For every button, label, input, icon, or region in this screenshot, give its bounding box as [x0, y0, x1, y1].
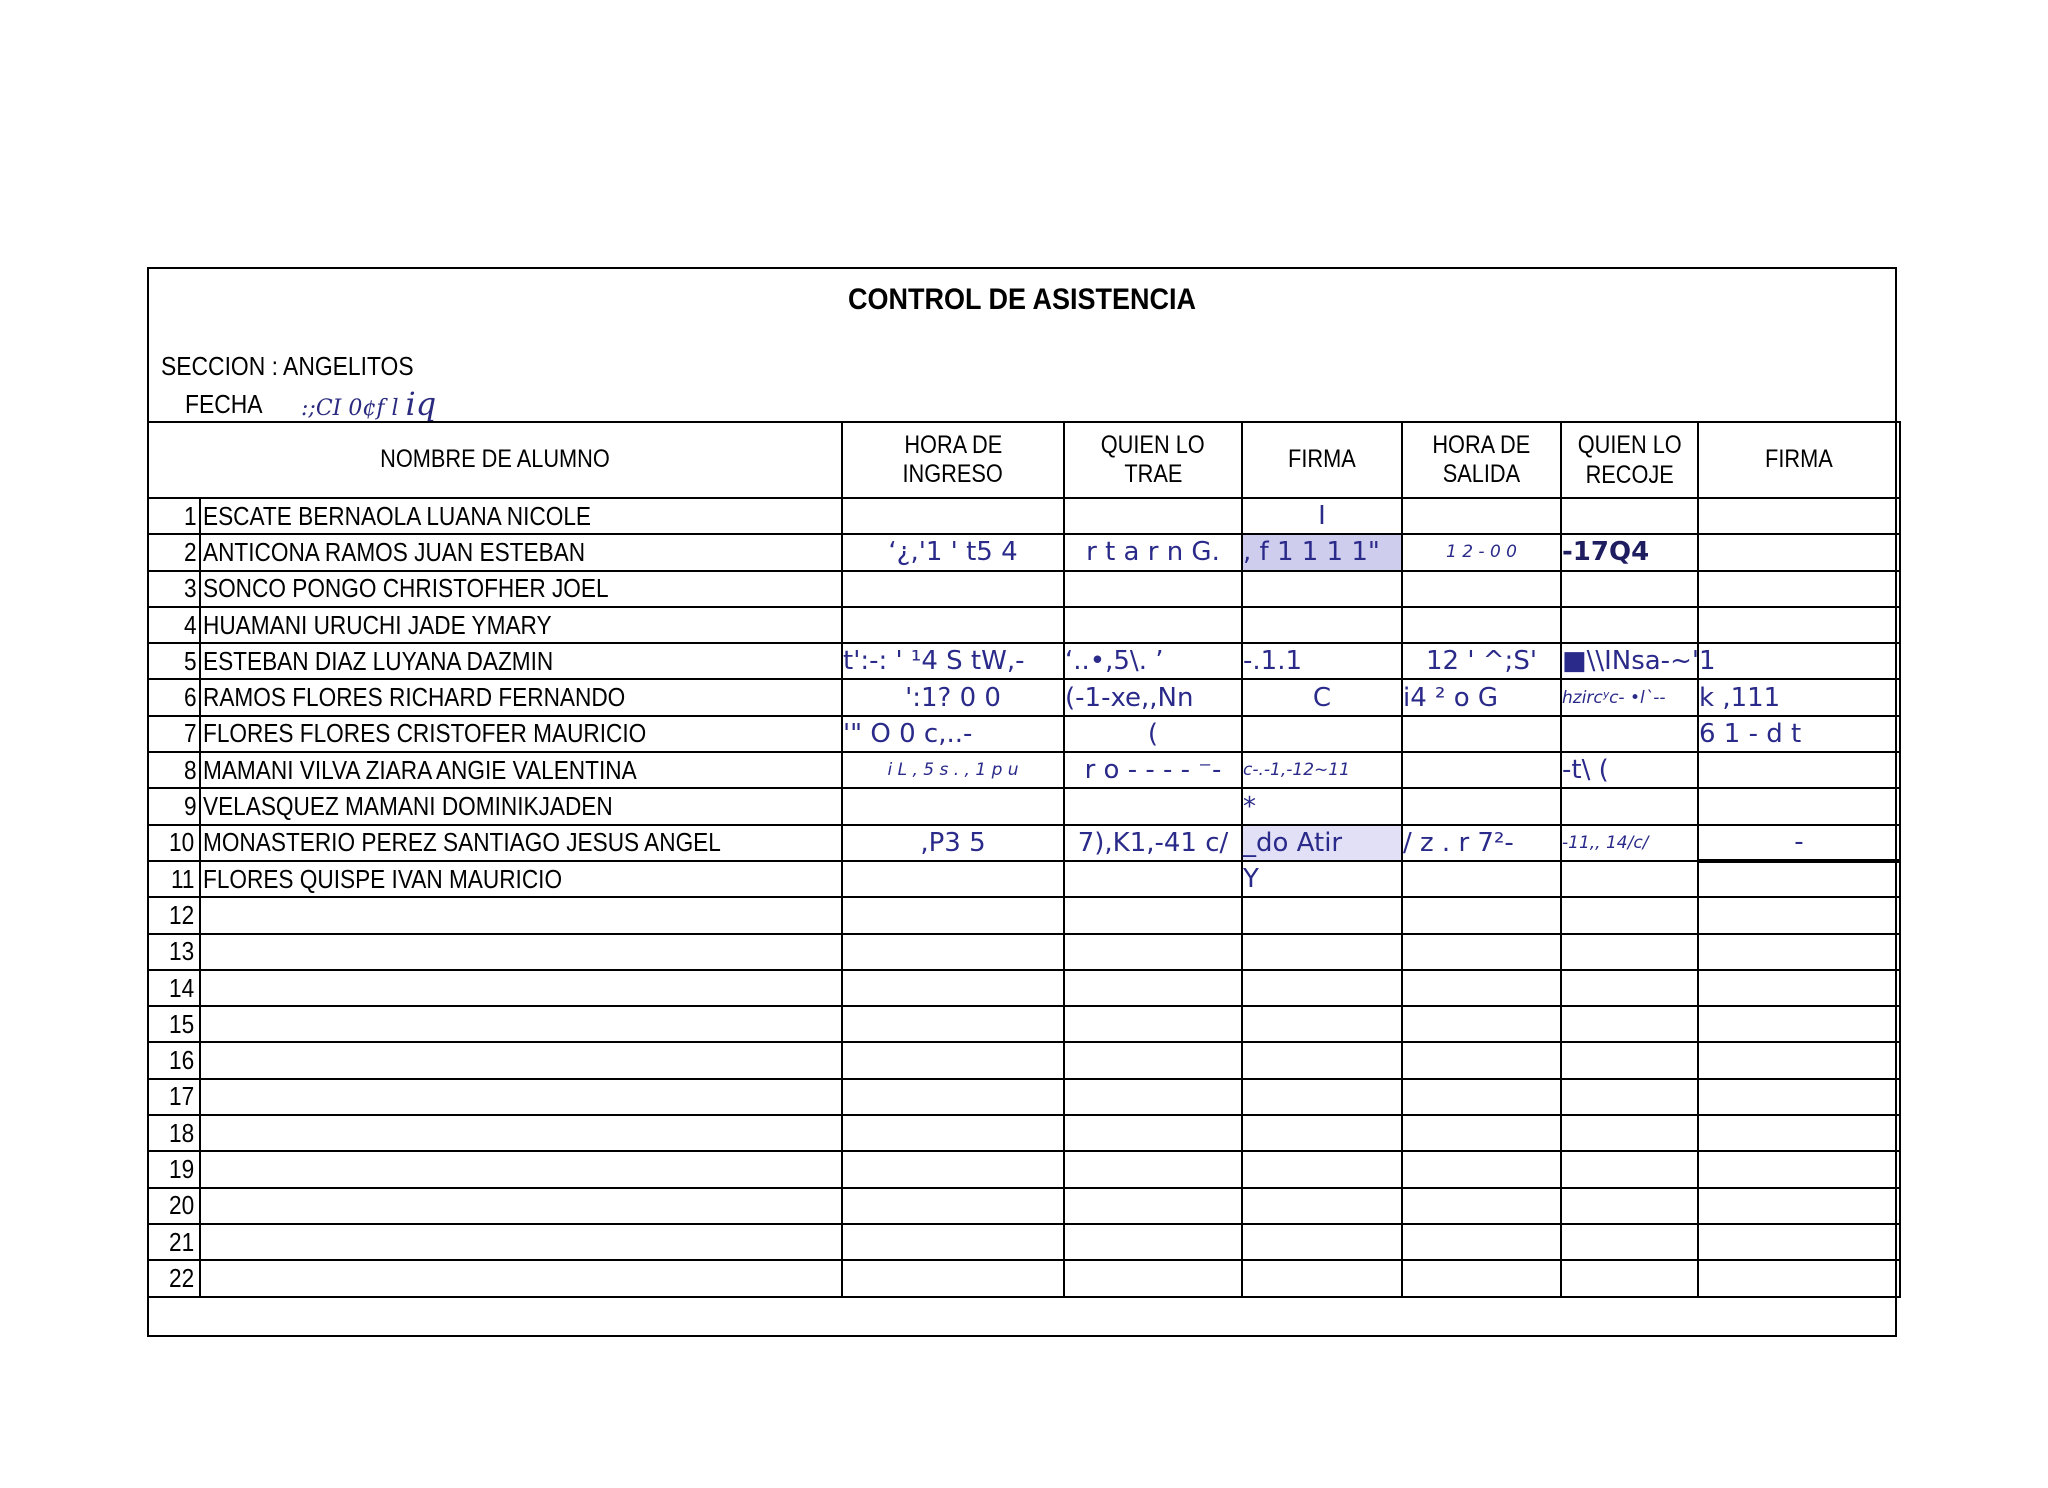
hora-salida-cell: [1402, 1151, 1561, 1187]
col-header-hora-salida: HORA DE SALIDA: [1402, 422, 1561, 498]
student-name: [200, 1224, 842, 1260]
row-number: [148, 716, 200, 752]
row-number-text: 10: [169, 827, 195, 858]
row-number-text: 7: [183, 718, 197, 749]
firma-ingreso-cell: [1242, 1079, 1402, 1115]
hora-salida-cell: [1402, 1115, 1561, 1151]
quien-recoje-cell: [1561, 643, 1716, 679]
student-name: [200, 1188, 842, 1224]
attendance-table-body: [148, 422, 1900, 1297]
firma-ingreso-cell-text: C: [1312, 682, 1332, 713]
row-number: [148, 498, 200, 534]
col-header-hora-ingreso: HORA DE INGRESO: [842, 422, 1064, 498]
row-number: [148, 679, 200, 715]
student-name-text: RAMOS FLORES RICHARD FERNANDO: [203, 682, 626, 713]
quien-recoje-cell-text: -17Q4: [1562, 537, 1650, 568]
hora-salida-cell: [1402, 1006, 1561, 1042]
student-name: [200, 1006, 842, 1042]
quien-trae-cell: [1064, 897, 1242, 933]
quien-trae-cell-text: ‘..•,5\. ’: [1065, 646, 1164, 677]
row-number: [148, 1006, 200, 1042]
firma-salida-cell: [1698, 1151, 1900, 1187]
hora-salida-cell: [1402, 498, 1561, 534]
student-name-text: VELASQUEZ MAMANI DOMINIKJADEN: [203, 791, 613, 822]
hora-ingreso-cell: [842, 679, 1064, 715]
quien-trae-cell: [1064, 1224, 1242, 1260]
hora-ingreso-cell: [842, 825, 1064, 861]
hora-ingreso-cell: [842, 1115, 1064, 1151]
quien-recoje-cell: [1561, 679, 1698, 715]
hora-salida-cell: [1402, 1260, 1561, 1296]
quien-recoje-cell-text: hzircʸc- •l`--: [1562, 687, 1666, 708]
row-number-text: 19: [169, 1153, 195, 1184]
hora-ingreso-cell: [842, 1042, 1064, 1078]
firma-ingreso-cell: [1242, 607, 1402, 643]
quien-trae-cell: [1064, 788, 1242, 824]
hora-salida-cell: [1402, 643, 1561, 679]
firma-salida-cell: [1698, 752, 1900, 788]
hora-ingreso-cell: [842, 716, 1064, 752]
firma-salida-cell-text: -: [1794, 827, 1804, 858]
row-number-text: 14: [169, 972, 195, 1003]
firma-salida-cell: [1698, 643, 1900, 679]
firma-salida-cell: [1698, 788, 1900, 824]
col-header-quien-recoje: QUIEN LO RECOJE: [1561, 422, 1698, 498]
hora-salida-cell: [1402, 571, 1561, 607]
quien-recoje-cell: [1561, 752, 1698, 788]
hora-ingreso-cell: [842, 1151, 1064, 1187]
table-row: [148, 534, 1900, 570]
firma-ingreso-cell: [1242, 1042, 1402, 1078]
row-number: [148, 897, 200, 933]
row-number-text: 11: [171, 863, 195, 894]
firma-ingreso-cell: [1242, 534, 1402, 570]
student-name: [200, 897, 842, 933]
hora-ingreso-cell-text: '" O 0 c,..-: [843, 718, 973, 749]
row-number: [148, 861, 200, 897]
table-row: [148, 1151, 1900, 1187]
row-number-text: 8: [183, 754, 197, 785]
firma-salida-cell: [1698, 861, 1900, 897]
hora-ingreso-cell: [842, 1188, 1064, 1224]
row-number-text: 1: [183, 500, 197, 531]
row-number: [148, 1260, 200, 1296]
table-row: [148, 1224, 1900, 1260]
firma-ingreso-cell-text: , f 1 1 1 1": [1243, 537, 1380, 568]
date-hand-small: :;CI 0¢f l: [301, 396, 399, 421]
quien-trae-cell: [1064, 861, 1242, 897]
row-number-text: 3: [183, 573, 197, 604]
student-name-text: HUAMANI URUCHI JADE YMARY: [203, 609, 552, 640]
firma-salida-cell-text: k ,111: [1699, 682, 1781, 713]
quien-recoje-cell: [1561, 498, 1698, 534]
firma-salida-cell: [1698, 897, 1900, 933]
hora-ingreso-cell-text: ':1? 0 0: [905, 682, 1001, 713]
firma-ingreso-cell: [1242, 498, 1402, 534]
firma-ingreso-cell: [1242, 752, 1402, 788]
firma-salida-cell: [1698, 716, 1900, 752]
quien-trae-cell-text: r o - - - - ⁻-: [1084, 755, 1222, 786]
quien-recoje-cell: [1561, 1260, 1698, 1296]
row-number: [148, 1079, 200, 1115]
row-number: [148, 571, 200, 607]
quien-recoje-cell: [1561, 861, 1698, 897]
hora-ingreso-cell: [842, 752, 1064, 788]
firma-salida-cell: [1698, 571, 1900, 607]
firma-ingreso-cell-text: -.1.1: [1243, 646, 1302, 677]
hora-ingreso-cell-text: t':-: ' ¹4 S tW,-: [843, 646, 1025, 677]
student-name: [200, 934, 842, 970]
table-row: [148, 825, 1900, 861]
hora-ingreso-cell: [842, 934, 1064, 970]
student-name: [200, 1079, 842, 1115]
quien-trae-cell: [1064, 607, 1242, 643]
student-name-text: MAMANI VILVA ZIARA ANGIE VALENTINA: [203, 754, 637, 785]
quien-trae-cell: [1064, 1260, 1242, 1296]
hora-salida-cell: [1402, 1224, 1561, 1260]
quien-recoje-cell: [1561, 1079, 1698, 1115]
quien-trae-cell: [1064, 934, 1242, 970]
student-name: [200, 716, 842, 752]
firma-salida-cell: [1698, 970, 1900, 1006]
row-number-text: 5: [183, 645, 197, 676]
firma-salida-cell: [1698, 1188, 1900, 1224]
quien-trae-cell-text: (: [1147, 718, 1159, 749]
table-row: [148, 607, 1900, 643]
hora-ingreso-cell: [842, 498, 1064, 534]
quien-recoje-cell: [1561, 897, 1698, 933]
quien-recoje-cell: [1561, 825, 1698, 861]
quien-trae-cell: [1064, 1188, 1242, 1224]
hora-ingreso-cell: [842, 1224, 1064, 1260]
student-name: [200, 1260, 842, 1296]
firma-salida-cell: [1698, 1224, 1900, 1260]
quien-trae-cell: [1064, 1115, 1242, 1151]
quien-trae-cell: [1064, 825, 1242, 861]
row-number: [148, 1151, 200, 1187]
quien-trae-cell: [1064, 716, 1242, 752]
firma-salida-cell: [1698, 1260, 1900, 1296]
student-name: [200, 1115, 842, 1151]
hora-salida-cell: [1402, 716, 1561, 752]
firma-ingreso-cell: [1242, 571, 1402, 607]
firma-ingreso-cell: [1242, 1115, 1402, 1151]
hora-ingreso-cell-text: ,P3 5: [920, 827, 986, 858]
firma-salida-cell-text: 6 1 - d t: [1699, 718, 1802, 749]
firma-ingreso-cell: [1242, 897, 1402, 933]
student-name: [200, 571, 842, 607]
row-number: [148, 1115, 200, 1151]
student-name-text: FLORES QUISPE IVAN MAURICIO: [203, 863, 563, 894]
firma-salida-cell: [1698, 534, 1900, 570]
table-row: [148, 1188, 1900, 1224]
student-name: [200, 970, 842, 1006]
quien-trae-cell: [1064, 1042, 1242, 1078]
hora-salida-cell: [1402, 1079, 1561, 1115]
row-number: [148, 970, 200, 1006]
firma-ingreso-cell: [1242, 825, 1402, 861]
student-name: [200, 498, 842, 534]
row-number: [148, 1224, 200, 1260]
table-row: [148, 934, 1900, 970]
hora-ingreso-cell: [842, 643, 1064, 679]
row-number: [148, 607, 200, 643]
firma-ingreso-cell: [1242, 679, 1402, 715]
quien-trae-cell: [1064, 1151, 1242, 1187]
col-header-quien-trae: QUIEN LO TRAE: [1064, 422, 1242, 498]
quien-trae-cell: [1064, 1079, 1242, 1115]
row-number-text: 12: [169, 899, 195, 930]
student-name: [200, 607, 842, 643]
table-row: [148, 1115, 1900, 1151]
row-number-text: 18: [169, 1117, 195, 1148]
student-name-text: ESCATE BERNAOLA LUANA NICOLE: [203, 500, 592, 531]
table-row: [148, 1042, 1900, 1078]
firma-ingreso-cell: [1242, 1006, 1402, 1042]
firma-ingreso-cell: [1242, 716, 1402, 752]
firma-salida-cell: [1698, 1042, 1900, 1078]
row-number-text: 4: [183, 609, 197, 640]
quien-trae-cell: [1064, 1006, 1242, 1042]
quien-recoje-cell: [1561, 934, 1698, 970]
table-row: [148, 1006, 1900, 1042]
quien-recoje-cell: [1561, 970, 1698, 1006]
firma-salida-cell: [1698, 498, 1900, 534]
row-number: [148, 825, 200, 861]
hora-ingreso-cell-text: i L , 5 s . , 1 p u: [887, 760, 1019, 781]
hora-salida-cell: [1402, 788, 1561, 824]
row-number-text: 16: [169, 1045, 195, 1076]
hora-salida-cell-text: i4 ² o G: [1403, 682, 1499, 713]
hora-ingreso-cell: [842, 1079, 1064, 1115]
firma-ingreso-cell: [1242, 934, 1402, 970]
quien-trae-cell: [1064, 534, 1242, 570]
row-number: [148, 534, 200, 570]
table-row: [148, 1079, 1900, 1115]
quien-recoje-cell: [1561, 534, 1698, 570]
quien-recoje-cell-text: -11,, 14/c/: [1562, 832, 1649, 853]
hora-ingreso-cell: [842, 607, 1064, 643]
document-title: CONTROL DE ASISTENCIA: [847, 283, 1197, 316]
firma-ingreso-cell: [1242, 970, 1402, 1006]
quien-trae-cell: [1064, 970, 1242, 1006]
hora-ingreso-cell: [842, 1006, 1064, 1042]
quien-recoje-cell: [1561, 607, 1698, 643]
student-name-text: ANTICONA RAMOS JUAN ESTEBAN: [203, 536, 586, 567]
quien-recoje-cell-text: ■\\INsa-~'1: [1562, 646, 1716, 677]
hora-ingreso-cell: [842, 788, 1064, 824]
hora-salida-cell: [1402, 1042, 1561, 1078]
row-number: [148, 788, 200, 824]
row-number-text: 17: [169, 1081, 195, 1112]
firma-ingreso-cell: [1242, 861, 1402, 897]
hora-ingreso-cell: [842, 861, 1064, 897]
firma-ingreso-cell-text: c-.-1,-12~11: [1243, 760, 1350, 781]
quien-trae-cell-text: 7),K1,-41 c/: [1077, 827, 1229, 858]
hora-salida-cell-text: 12 ' ^;S': [1426, 646, 1537, 677]
firma-ingreso-cell: [1242, 643, 1402, 679]
attendance-sheet: [147, 267, 1897, 1337]
student-name-text: SONCO PONGO CHRISTOFHER JOEL: [203, 573, 609, 604]
student-name: [200, 1151, 842, 1187]
table-row: [148, 498, 1900, 534]
hora-salida-cell: [1402, 825, 1561, 861]
quien-trae-cell: [1064, 643, 1242, 679]
table-row: [148, 716, 1900, 752]
row-number-text: 6: [183, 682, 197, 713]
row-number-text: 15: [169, 1008, 195, 1039]
table-row: [148, 571, 1900, 607]
firma-salida-cell: [1698, 607, 1900, 643]
row-number-text: 2: [183, 536, 197, 567]
hora-salida-cell: [1402, 897, 1561, 933]
firma-ingreso-cell-text: _do Atir: [1243, 827, 1343, 858]
firma-salida-cell: [1698, 679, 1900, 715]
hora-salida-cell-text: 1 2 - 0 0: [1445, 542, 1517, 563]
firma-ingreso-cell-text: Y: [1243, 864, 1259, 895]
table-row: [148, 897, 1900, 933]
student-name-text: ESTEBAN DIAZ LUYANA DAZMIN: [203, 645, 554, 676]
table-row: [148, 861, 1900, 897]
hora-salida-cell-text: / z . r 7²-: [1403, 827, 1514, 858]
row-number-text: 21: [169, 1226, 195, 1257]
quien-recoje-cell: [1561, 571, 1698, 607]
student-name: [200, 788, 842, 824]
row-number: [148, 1042, 200, 1078]
firma-salida-cell: [1698, 1079, 1900, 1115]
student-name: [200, 825, 842, 861]
quien-recoje-cell: [1561, 788, 1698, 824]
quien-recoje-cell: [1561, 1224, 1698, 1260]
hora-salida-cell: [1402, 752, 1561, 788]
firma-ingreso-cell-text: *: [1243, 791, 1256, 822]
date-label: FECHA: [185, 389, 263, 419]
hora-ingreso-cell-text: ‘¿,'1 ' t5 4: [888, 537, 1018, 568]
attendance-table: [147, 421, 1901, 1298]
hora-salida-cell: [1402, 679, 1561, 715]
row-number: [148, 1188, 200, 1224]
table-row: [148, 643, 1900, 679]
row-number-text: 9: [183, 791, 197, 822]
firma-salida-cell: [1698, 825, 1900, 861]
quien-recoje-cell: [1561, 1151, 1698, 1187]
quien-recoje-cell: [1561, 1042, 1698, 1078]
quien-recoje-cell: [1561, 1006, 1698, 1042]
section-label: SECCION : ANGELITOS: [161, 351, 414, 381]
quien-trae-cell: [1064, 498, 1242, 534]
date-hand-big: iq: [405, 385, 437, 423]
firma-salida-cell: [1698, 1006, 1900, 1042]
hora-salida-cell: [1402, 534, 1561, 570]
firma-ingreso-cell-text: I: [1318, 501, 1326, 532]
quien-recoje-cell-text: -t\ (: [1562, 755, 1609, 786]
col-header-nombre: NOMBRE DE ALUMNO: [148, 422, 842, 498]
student-name-text: FLORES FLORES CRISTOFER MAURICIO: [203, 718, 647, 749]
table-row: [148, 679, 1900, 715]
row-number-text: 22: [169, 1262, 195, 1293]
student-name: [200, 1042, 842, 1078]
quien-trae-cell: [1064, 679, 1242, 715]
hora-ingreso-cell: [842, 970, 1064, 1006]
firma-salida-cell: [1698, 1115, 1900, 1151]
quien-recoje-cell: [1561, 716, 1698, 752]
hora-ingreso-cell: [842, 534, 1064, 570]
row-number: [148, 752, 200, 788]
hora-salida-cell: [1402, 970, 1561, 1006]
student-name: [200, 643, 842, 679]
student-name: [200, 679, 842, 715]
student-name: [200, 752, 842, 788]
hora-ingreso-cell: [842, 1260, 1064, 1296]
row-number: [148, 643, 200, 679]
firma-ingreso-cell: [1242, 1151, 1402, 1187]
row-number: [148, 934, 200, 970]
student-name: [200, 534, 842, 570]
hora-salida-cell: [1402, 1188, 1561, 1224]
date-handwritten: [301, 385, 436, 423]
firma-salida-cell: [1698, 934, 1900, 970]
quien-trae-cell-text: r t a r n G.: [1086, 537, 1220, 568]
quien-trae-cell: [1064, 571, 1242, 607]
firma-ingreso-cell: [1242, 788, 1402, 824]
hora-salida-cell: [1402, 607, 1561, 643]
col-header-firma-ingreso: FIRMA: [1242, 422, 1402, 498]
col-header-firma-salida: FIRMA: [1698, 422, 1900, 498]
table-row: [148, 1260, 1900, 1296]
hora-ingreso-cell: [842, 571, 1064, 607]
quien-recoje-cell: [1561, 1115, 1698, 1151]
firma-ingreso-cell: [1242, 1260, 1402, 1296]
hora-salida-cell: [1402, 934, 1561, 970]
firma-ingreso-cell: [1242, 1188, 1402, 1224]
row-number-text: 20: [169, 1190, 195, 1221]
firma-ingreso-cell: [1242, 1224, 1402, 1260]
quien-trae-cell: [1064, 752, 1242, 788]
student-name-text: MONASTERIO PEREZ SANTIAGO JESUS ANGEL: [203, 827, 721, 858]
table-header-row: [148, 422, 1900, 498]
table-row: [148, 752, 1900, 788]
hora-salida-cell: [1402, 861, 1561, 897]
table-row: [148, 970, 1900, 1006]
table-row: [148, 788, 1900, 824]
quien-trae-cell-text: (-1-xe,,Nn: [1065, 682, 1194, 713]
row-number-text: 13: [169, 936, 195, 967]
hora-ingreso-cell: [842, 897, 1064, 933]
quien-recoje-cell: [1561, 1188, 1698, 1224]
student-name: [200, 861, 842, 897]
